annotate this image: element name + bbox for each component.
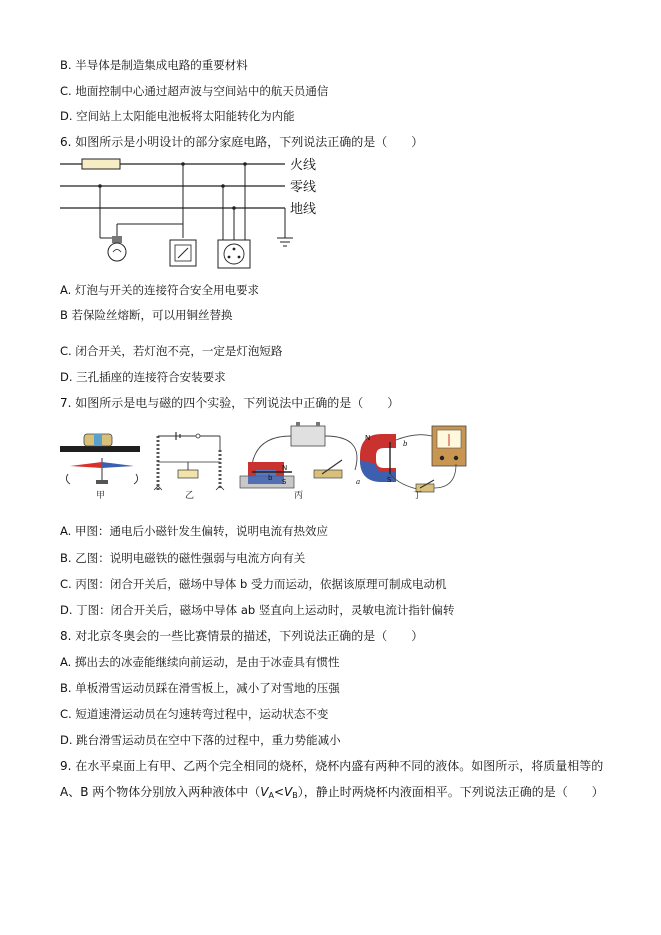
subscript-a: A bbox=[268, 791, 274, 800]
fuse bbox=[82, 159, 120, 169]
label-a-ding: a bbox=[356, 478, 361, 486]
fig-yi-electromagnets bbox=[154, 432, 224, 490]
fig-ding-generator bbox=[360, 426, 466, 492]
q9-stem-line2 bbox=[60, 784, 604, 804]
fig-jia-compass bbox=[60, 434, 140, 484]
q5-option-b: B. 半导体是制造集成电路的重要材料 bbox=[60, 58, 248, 72]
caption-jia: 甲 bbox=[96, 491, 106, 500]
q5-option-c: C. 地面控制中心通过超声波与空间站中的航天员通信 bbox=[60, 84, 329, 98]
q9-stem-pre: A、B 两个物体分别放入两种液体中（ bbox=[60, 785, 261, 799]
q8-option-c: C. 短道速滑运动员在匀速转弯过程中，运动状态不变 bbox=[60, 707, 329, 721]
caption-ding: 丁 bbox=[413, 491, 423, 500]
q8-stem: 8. 对北京冬奥会的一些比赛情景的描述，下列说法正确的是（ ） bbox=[60, 629, 424, 643]
three-hole-socket-icon bbox=[218, 240, 250, 268]
q5-option-d: D. 空间站上太阳能电池板将太阳能转化为内能 bbox=[60, 109, 295, 123]
q6-circuit-diagram bbox=[60, 156, 340, 278]
q6-stem: 6. 如图所示是小明设计的部分家庭电路，下列说法正确的是（ ） bbox=[60, 135, 424, 149]
q6-option-d: D. 三孔插座的连接符合安装要求 bbox=[60, 370, 226, 384]
caption-yi: 乙 bbox=[185, 491, 195, 500]
q7-option-b: B. 乙图：说明电磁铁的磁性强弱与电流方向有关 bbox=[60, 551, 306, 565]
q9-stem-post: ），静止时两烧杯内液面相平。下列说法正确的是（ ） bbox=[297, 785, 604, 799]
light-bulb-icon bbox=[108, 236, 126, 261]
q6-option-c: C. 闭合开关，若灯泡不亮，一定是灯泡短路 bbox=[60, 344, 283, 358]
q7-option-a: A. 甲图：通电后小磁针发生偏转，说明电流有热效应 bbox=[60, 524, 328, 538]
q6-option-a: A. 灯泡与开关的连接符合安全用电要求 bbox=[60, 283, 259, 297]
label-neutral-wire: 零线 bbox=[290, 180, 317, 195]
less-than: < bbox=[273, 785, 285, 799]
q7-option-d: D. 丁图：闭合开关后，磁场中导体 ab 竖直向上运动时，灵敏电流计指针偏转 bbox=[60, 603, 455, 617]
q7-option-c: C. 丙图：闭合开关后，磁场中导体 b 受力而运动，依据该原理可制成电动机 bbox=[60, 577, 447, 591]
label-live-wire: 火线 bbox=[290, 158, 317, 173]
volume-symbol-b: V bbox=[284, 785, 293, 799]
label-b-ding: b bbox=[403, 440, 408, 448]
subscript-b: B bbox=[292, 791, 298, 800]
fig-bing-motor bbox=[240, 422, 357, 488]
switch-icon bbox=[170, 240, 196, 266]
label-b-bing: b bbox=[268, 474, 273, 482]
q7-experiments-figure bbox=[60, 418, 470, 500]
q8-option-b: B. 单板滑雪运动员踩在滑雪板上，减小了对雪地的压强 bbox=[60, 681, 340, 695]
label-s-ding: S bbox=[387, 476, 392, 484]
caption-bing: 丙 bbox=[294, 491, 304, 500]
q8-option-a: A. 掷出去的冰壶能继续向前运动，是由于冰壶具有惯性 bbox=[60, 655, 340, 669]
q7-stem: 7. 如图所示是电与磁的四个实验，下列说法中正确的是（ ） bbox=[60, 396, 400, 410]
volume-symbol-a: V bbox=[260, 785, 269, 799]
label-n-ding: N bbox=[365, 434, 371, 442]
q6-option-b: B 若保险丝熔断，可以用铜丝替换 bbox=[60, 308, 233, 322]
label-n-bing: N bbox=[282, 464, 288, 472]
label-ground-wire: 地线 bbox=[290, 202, 317, 217]
q8-option-d: D. 跳台滑雪运动员在空中下落的过程中，重力势能减小 bbox=[60, 733, 341, 747]
q9-stem-line1: 9. 在水平桌面上有甲、乙两个完全相同的烧杯，烧杯内盛有两种不同的液体。如图所示，将质量相等的 bbox=[60, 759, 604, 773]
label-s-bing: S bbox=[282, 478, 287, 486]
